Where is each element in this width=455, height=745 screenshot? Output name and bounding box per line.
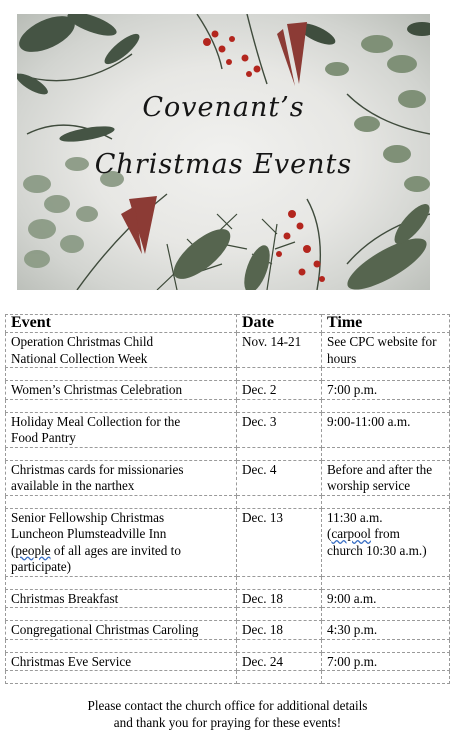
table-row [6, 460, 450, 495]
spacer-row [6, 368, 450, 381]
spellcheck-word: carpool [331, 526, 371, 541]
time-cell: 9:00 a.m. [322, 589, 450, 608]
spacer-row [6, 399, 450, 412]
table-row [6, 508, 450, 576]
date-cell: Dec. 13 [237, 508, 322, 576]
event-text [11, 543, 231, 560]
header-event: Event [6, 315, 237, 333]
table-header-row [6, 315, 450, 333]
event-text-part: ( [11, 542, 16, 558]
table-row [6, 589, 450, 608]
table-row [6, 412, 450, 447]
event-cell [6, 412, 237, 447]
spellcheck-word: people [15, 542, 51, 558]
time-text: church 10:30 a.m.) [327, 542, 427, 558]
header-time: Time [322, 315, 450, 333]
footer-line: and thank you for praying for these events! [113, 715, 342, 730]
date-cell: Dec. 18 [237, 621, 322, 640]
time-text [327, 526, 444, 543]
event-text: Luncheon Plumsteadville Inn [11, 526, 167, 541]
date-cell: Nov. 14-21 [237, 333, 322, 368]
spacer-row [6, 639, 450, 652]
event-text: Christmas cards for missionaries [11, 461, 184, 477]
date-cell: Dec. 2 [237, 381, 322, 400]
event-cell: Congregational Christmas Caroling [6, 621, 237, 640]
christmas-banner-image [17, 14, 430, 290]
spacer-row [6, 671, 450, 684]
time-text: 11:30 a.m. [327, 509, 383, 525]
event-cell [6, 333, 237, 368]
spacer-row [6, 495, 450, 508]
event-text: National Collection Week [11, 350, 148, 366]
time-text-part: from [370, 526, 400, 541]
date-cell: Dec. 24 [237, 652, 322, 671]
time-cell: 7:00 p.m. [322, 652, 450, 671]
time-cell [322, 333, 450, 368]
event-text: available in the narthex [11, 478, 135, 493]
date-cell: Dec. 4 [237, 460, 322, 495]
event-cell [6, 508, 237, 576]
event-cell: Christmas Eve Service [6, 652, 237, 671]
time-cell: 9:00-11:00 a.m. [322, 412, 450, 447]
event-cell [6, 460, 237, 495]
event-text-part: of all ages are invited to [50, 542, 181, 558]
header-date: Date [237, 315, 322, 333]
events-table [5, 314, 450, 684]
date-cell: Dec. 3 [237, 412, 322, 447]
date-cell: Dec. 18 [237, 589, 322, 608]
footer-line: Please contact the church office for additional details [87, 698, 368, 713]
table-row [6, 621, 450, 640]
event-text: participate) [11, 559, 72, 574]
time-cell [322, 508, 450, 576]
event-text: Holiday Meal Collection for the [11, 413, 181, 429]
spacer-row [6, 576, 450, 589]
time-text: See CPC website for [327, 334, 437, 349]
time-text: worship service [327, 478, 411, 493]
spacer-row [6, 608, 450, 621]
event-cell: Christmas Breakfast [6, 589, 237, 608]
time-text: hours [327, 350, 357, 366]
banner-title-line1: Covenant’s [142, 92, 305, 123]
table-row [6, 652, 450, 671]
time-text-part: ( [327, 526, 332, 541]
time-text: Before and after the [327, 461, 433, 477]
table-row [6, 381, 450, 400]
event-text: Food Pantry [11, 430, 76, 445]
event-text: Operation Christmas Child [11, 334, 154, 349]
event-cell: Women’s Christmas Celebration [6, 381, 237, 400]
time-cell: 4:30 p.m. [322, 621, 450, 640]
time-cell [322, 460, 450, 495]
banner-title-line2: Christmas Events [94, 149, 353, 180]
time-cell: 7:00 p.m. [322, 381, 450, 400]
spacer-row [6, 447, 450, 460]
event-text: Senior Fellowship Christmas [11, 509, 165, 525]
footer-note [0, 697, 455, 731]
table-row [6, 333, 450, 368]
